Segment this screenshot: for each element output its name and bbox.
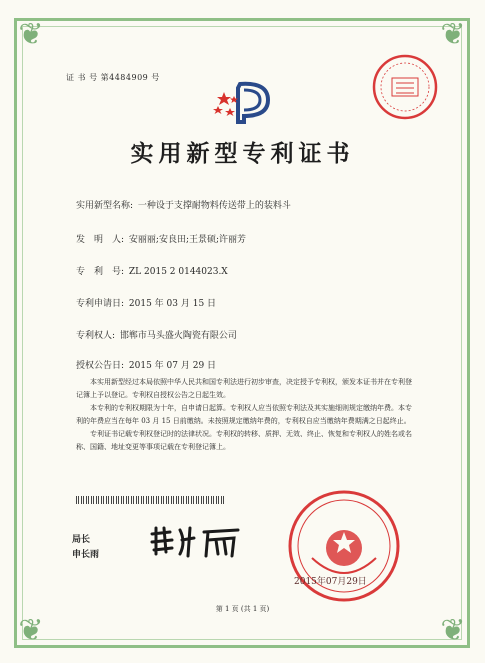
corner-ornament-icon: ❦ xyxy=(440,17,466,52)
director-name: 申长雨 xyxy=(72,550,100,560)
body-paragraph: 专利证书记载专利权登记时的法律状况。专利权的转移、质押、无效、终止、恢复和专利权人的姓名或名称、国籍、地址变更等事项记载在专利登记簿上。 xyxy=(76,430,412,451)
field-value: 2015 年 07 月 29 日 xyxy=(128,361,217,371)
certificate-body xyxy=(76,376,416,454)
field-label: 发 明 人: xyxy=(76,235,125,245)
certificate-number: 证 书 号 第4484909 号 xyxy=(66,73,160,82)
patent-office-logo-icon xyxy=(210,78,274,126)
field-grant-date xyxy=(76,358,216,371)
field-value: 2015 年 03 月 15 日 xyxy=(128,299,217,309)
corner-ornament-icon: ❦ xyxy=(440,613,466,648)
field-label: 授权公告日: xyxy=(76,361,125,371)
field-filing-date xyxy=(76,296,216,309)
field-label: 专利申请日: xyxy=(76,299,125,309)
field-patent-number xyxy=(76,264,228,277)
field-label: 实用新型名称: xyxy=(76,201,134,211)
page-footer: 第 1 页 (共 1 页) xyxy=(215,605,270,613)
field-utility-model-name xyxy=(76,198,291,211)
field-value: ZL 2015 2 0144023.X xyxy=(128,267,228,277)
body-paragraph: 本实用新型经过本局依照中华人民共和国专利法进行初步审查，决定授予专利权，颁发本证书并在专利登记簿上予以登记。专利权自授权公告之日起生效。 xyxy=(76,378,412,399)
official-seal-small xyxy=(370,52,440,122)
certificate-title: 实用新型专利证书 xyxy=(130,141,355,167)
corner-ornament-icon: ❦ xyxy=(18,613,44,648)
director-line: 局长 xyxy=(72,535,91,545)
body-paragraph: 本专利的专利权期限为十年，自申请日起算。专利权人应当依照专利法及其实施细则规定缴纳年费。本专利的年费应当在每年 03 月 15 日前缴纳。未按照规定缴纳年费的，专利权自应当缴纳年费期满之日起终止。 xyxy=(76,404,412,425)
barcode xyxy=(76,496,226,504)
field-value: 邯郸市马头盛火陶瓷有限公司 xyxy=(119,331,237,341)
field-value: 安丽丽;安良田;王景硕;许丽芳 xyxy=(128,235,247,245)
director-title xyxy=(72,533,99,563)
field-label: 专 利 号: xyxy=(76,267,125,277)
corner-ornament-icon: ❦ xyxy=(18,17,44,52)
field-patent-holder xyxy=(76,328,237,341)
field-inventor xyxy=(76,232,246,245)
field-value: 一种设于支撑耐物料传送带上的装料斗 xyxy=(137,201,291,211)
director-signature-icon xyxy=(146,520,246,564)
field-label: 专利权人: xyxy=(76,331,116,341)
stamp-date: 2015年07月29日 xyxy=(294,577,367,587)
